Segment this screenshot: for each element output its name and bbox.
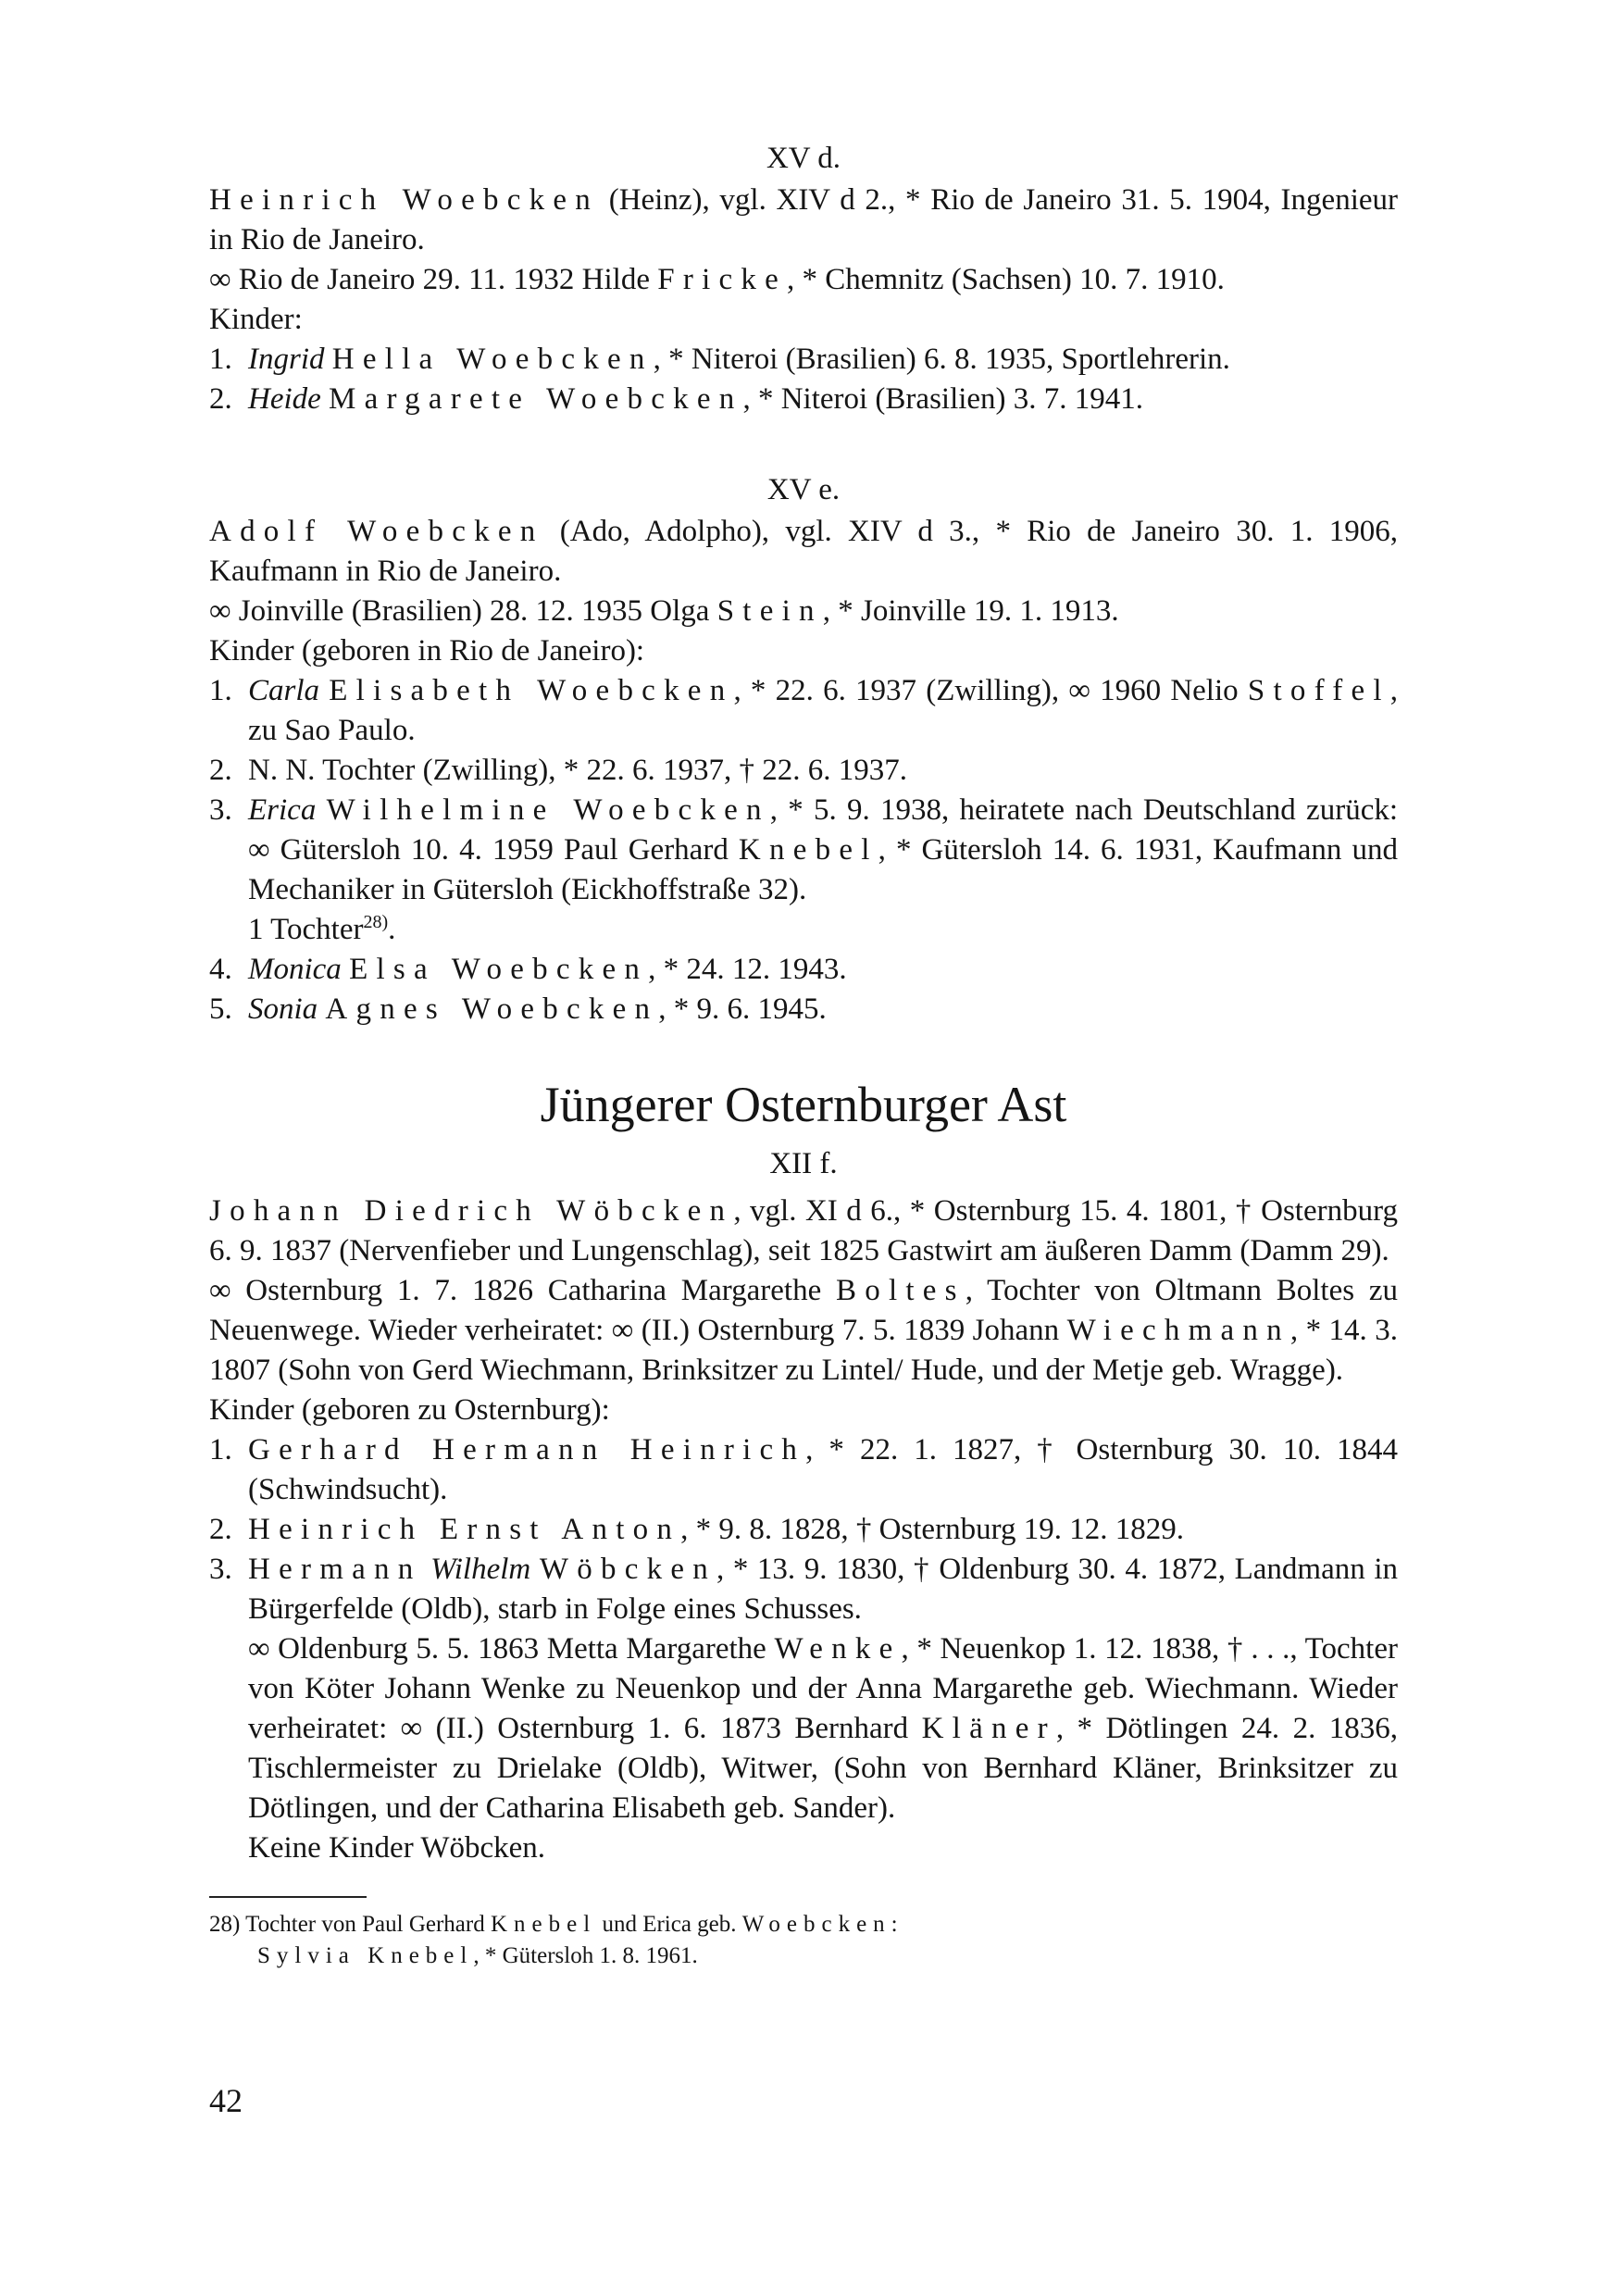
- spouse-name: Stein: [716, 594, 823, 628]
- section-heading-xvd: XV d.: [766, 142, 841, 175]
- child-entry: 1. Ingrid Hella Woebcken, * Niteroi (Brasilien) 6. 8. 1935, Sportlehrerin.: [209, 343, 1230, 376]
- person-name: Heinrich Woebcken: [209, 183, 600, 217]
- entry-adolf-woebcken: Adolf Woebcken (Ado, Adolpho), vgl. XIV d 3., * Rio de Janeiro 30. 1. 1906, Kaufmann in Rio de Janeiro.: [209, 515, 1399, 588]
- entry-heinrich-woebcken: Heinrich Woebcken (Heinz), vgl. XIV d 2., * Rio de Janeiro 31. 5. 1904, Ingenieur in Rio de Janeiro.: [209, 183, 1398, 256]
- section-heading-xiif: XII f.: [769, 1147, 838, 1180]
- document-body: [209, 139, 1398, 1972]
- chapter-title: Jüngerer Osternburger Ast: [540, 1077, 1067, 1132]
- child-entry: 2. Heinrich Ernst Anton, * 9. 8. 1828, † Osternburg 19. 12. 1829.: [209, 1513, 1184, 1546]
- child-entry: 2. N. N. Tochter (Zwilling), * 22. 6. 1937, † 22. 6. 1937.: [209, 754, 908, 787]
- child-entry: 5. Sonia Agnes Woebcken, * 9. 6. 1945.: [209, 992, 827, 1026]
- children-label: Kinder (geboren zu Osternburg):: [209, 1393, 610, 1427]
- section-heading-xve: XV e.: [766, 473, 841, 506]
- person-name: Adolf Woebcken: [209, 515, 544, 548]
- child-entry: 3. Erica Wilhelmine Woebcken, * 5. 9. 1938, heiratete nach Deutschland zurück: ∞ Gütersloh 10. 4. 1959 Paul Gerhard Knebel, * Gütersloh 14. 6. 1931, Kaufmann und Mechaniker in Gütersloh (Eickhoffstraße 32). 1 Tochter$^{28)}$.: [209, 793, 1399, 946]
- marriage-line: ∞ Joinville (Brasilien) 28. 12. 1935 Olga Stein, * Joinville 19. 1. 1913.: [209, 594, 1119, 628]
- child-entry: 3. Hermann Wilhelm Wöbcken, * 13. 9. 1830, † Oldenburg 30. 4. 1872, Landmann in Bürgerfelde (Oldb), starb in Folge eines Schusses. ∞ Oldenburg 5. 5. 1863 Metta Margarethe Wenke, * Neuenkop 1. 12. 1838, † . . ., Tochter von Köter Johann Wenke zu Neuenkop und der Anna Margarethe geb. Wiechmann. Wieder verheiratet: ∞ (II.) Osternburg 1. 6. 1873 Bernhard Kläner, * Dötlingen 24. 2. 1836, Tischlermeister zu Drielake (Oldb), Witwer, (Sohn von Bernhard Kläner, Brinksitzer zu Dötlingen, und der Catharina Elisabeth geb. Sander). Keine Kinder Wöbcken.: [209, 1553, 1399, 1865]
- child-entry: 1. Carla Elisabeth Woebcken, * 22. 6. 1937 (Zwilling), ∞ 1960 Nelio Stoffel, zu Sao Paulo.: [209, 674, 1399, 747]
- children-label: Kinder (geboren in Rio de Janeiro):: [209, 634, 645, 668]
- marriage-line: ∞ Rio de Janeiro 29. 11. 1932 Hilde Fricke, * Chemnitz (Sachsen) 10. 7. 1910.: [209, 263, 1225, 296]
- child-entry: 4. Monica Elsa Woebcken, * 24. 12. 1943.: [209, 953, 847, 986]
- page-number: 42: [209, 2082, 243, 2119]
- entry-johann-diedrich-woebcken: Johann Diedrich Wöbcken, vgl. XI d 6., * Osternburg 15. 4. 1801, † Osternburg 6. 9. 1837 (Nervenfieber und Lungenschlag), seit 1825 Gastwirt am äußeren Damm (Damm 29).: [209, 1194, 1399, 1267]
- person-name: Johann Diedrich Wöbcken: [209, 1194, 734, 1228]
- footnote-divider: [209, 1896, 367, 1898]
- children-label: Kinder:: [209, 303, 303, 336]
- child-entry: 2. Heide Margarete Woebcken, * Niteroi (Brasilien) 3. 7. 1941.: [209, 382, 1144, 416]
- spouse-name: Fricke: [657, 263, 787, 296]
- footnote: 28) Tochter von Paul Gerhard Knebel und Erica geb. Woebcken: Sylvia Knebel, * Gütersloh 1. 8. 1961.: [209, 1912, 898, 1968]
- marriage-line: ∞ Osternburg 1. 7. 1826 Catharina Margarethe Boltes, Tochter von Oltmann Boltes zu Neuenwege. Wieder verheiratet: ∞ (II.) Osternburg 7. 5. 1839 Johann Wiechmann, * 14. 3. 1807 (Sohn von Gerd Wiechmann, Brinksitzer zu Lintel/ Hude, und der Metje geb. Wragge).: [209, 1274, 1399, 1387]
- footnote-reference: 1 Tochter$^{28)}$.: [248, 912, 396, 946]
- child-entry: 1. Gerhard Hermann Heinrich, * 22. 1. 1827, † Osternburg 30. 10. 1844 (Schwindsucht).: [209, 1433, 1398, 1506]
